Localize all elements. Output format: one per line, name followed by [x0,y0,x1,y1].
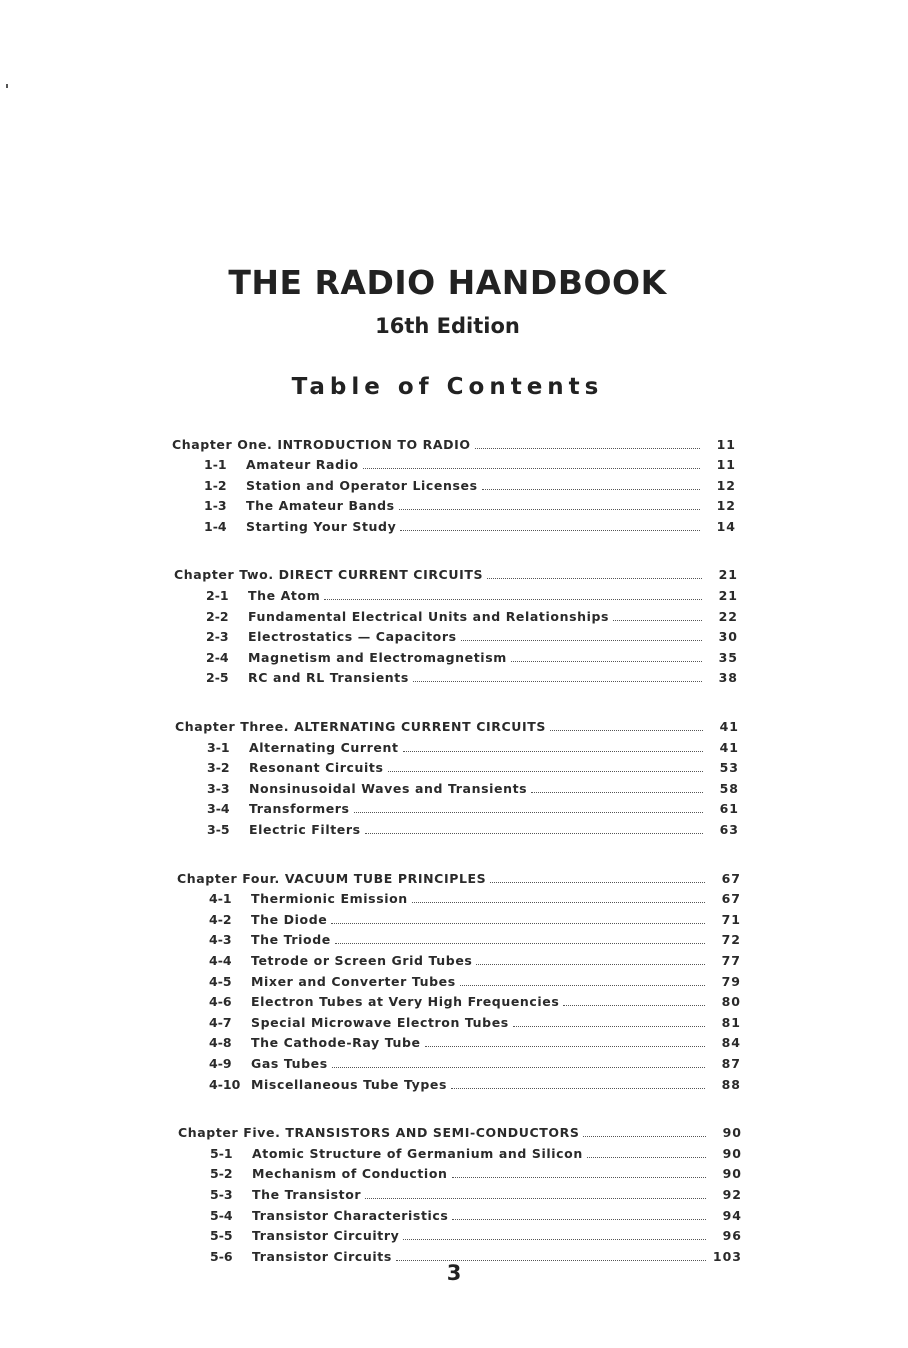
page-reference: 90 [722,1145,742,1161]
section-number: 5-6 [210,1248,233,1264]
leader-dots [531,779,703,793]
leader-dots [583,1124,706,1138]
section-entry [175,1075,741,1096]
leader-dots [476,951,705,965]
page-reference: 96 [722,1228,742,1244]
section-entry [170,497,736,518]
section-title: Magnetism and Electromagnetism [248,649,507,665]
section-title: Transistor Circuits [252,1248,392,1264]
book-title: THE RADIO HANDBOOK [228,263,667,302]
section-title: The Amateur Bands [246,498,395,514]
page-reference: 21 [718,567,738,583]
leader-dots [365,821,703,835]
section-number: 4-7 [209,1014,232,1030]
section-number: 4-2 [209,911,232,927]
section-entry [175,1034,741,1055]
section-number: 1-2 [204,477,227,493]
leader-dots [363,456,700,470]
leader-dots [396,1247,706,1261]
leader-dots [513,1013,705,1027]
section-entry [175,951,741,972]
page-reference: 88 [721,1076,741,1092]
section-number: 1-1 [204,457,227,473]
edition-label: 16th Edition [375,314,520,338]
leader-dots [452,1206,706,1220]
section-number: 4-3 [209,932,232,948]
section-entry [175,890,741,911]
section-entry [176,1227,742,1248]
page-reference: 80 [721,994,741,1010]
section-title: Electrostatics — Capacitors [248,629,457,645]
section-number: 5-4 [210,1207,233,1223]
section-title: Alternating Current [249,739,399,755]
page-reference: 72 [721,932,741,948]
section-title: Starting Your Study [246,518,397,534]
page-reference: 12 [716,498,736,514]
section-entry [170,456,736,477]
section-entry [173,738,739,759]
page-reference: 81 [721,1014,741,1030]
section-title: Transistor Characteristics [252,1207,449,1223]
page-reference: 77 [721,952,741,968]
section-entry [172,628,738,649]
page-reference: 30 [718,629,738,645]
section-number: 5-5 [210,1228,233,1244]
page-reference: 67 [721,891,741,907]
page-reference: 38 [718,670,738,686]
section-entry [175,1013,741,1034]
chapter-title: Chapter One. INTRODUCTION TO RADIO [172,436,471,452]
page-reference: 61 [719,801,739,817]
section-entry [175,1054,741,1075]
section-title: Electron Tubes at Very High Frequencies [251,994,560,1010]
leader-dots [451,1075,705,1089]
leader-dots [425,1034,705,1048]
section-number: 2-5 [206,670,229,686]
section-number: 4-1 [209,891,232,907]
page-reference: 87 [721,1055,741,1071]
chapter-title: Chapter Four. VACUUM TUBE PRINCIPLES [177,870,487,886]
section-entry [173,800,739,821]
page-reference: 14 [716,518,736,534]
leader-dots [487,566,702,580]
chapter-entry [175,869,741,890]
section-entry [172,587,738,608]
section-number: 1-4 [204,518,227,534]
section-entry [172,669,738,690]
page-reference: 53 [719,760,739,776]
section-entry [173,821,739,842]
page-reference: 90 [722,1166,742,1182]
section-title: Resonant Circuits [249,760,384,776]
toc-heading: Table of Contents [291,374,604,400]
chapter-block [173,718,739,842]
section-number: 3-2 [207,760,230,776]
section-title: RC and RL Transients [248,670,409,686]
page-reference: 67 [721,870,741,886]
page-reference: 11 [716,457,736,473]
section-number: 3-1 [207,739,230,755]
section-title: The Triode [251,932,331,948]
page-number: 3 [446,1261,462,1285]
page-reference: 12 [716,477,736,493]
page-reference: 58 [719,780,739,796]
section-number: 4-9 [209,1055,232,1071]
leader-dots [399,497,700,511]
section-title: The Diode [251,911,328,927]
chapter-entry [172,566,738,587]
section-title: Mixer and Converter Tubes [251,973,456,989]
chapter-block [176,1124,742,1268]
leader-dots [324,587,702,601]
section-title: Thermionic Emission [251,891,408,907]
section-entry [172,648,738,669]
section-title: Gas Tubes [251,1055,328,1071]
section-number: 2-2 [206,608,229,624]
section-title: Special Microwave Electron Tubes [251,1014,509,1030]
page-reference: 103 [712,1248,742,1264]
leader-dots [335,931,705,945]
section-title: Tetrode or Screen Grid Tubes [251,952,473,968]
chapter-block [170,435,736,538]
section-title: Transistor Circuitry [252,1228,400,1244]
chapter-block [175,869,741,1096]
leader-dots [563,993,705,1007]
chapter-title: Chapter Five. TRANSISTORS AND SEMI-CONDUCTORS [178,1125,580,1141]
section-entry [175,910,741,931]
section-entry [176,1165,742,1186]
section-entry [175,931,741,952]
section-title: Electric Filters [249,822,361,837]
page-reference: 79 [721,973,741,989]
section-title: Station and Operator Licenses [246,477,478,493]
page-reference: 41 [719,719,739,735]
leader-dots [403,1227,706,1241]
section-entry [170,476,736,497]
leader-dots [490,869,705,883]
leader-dots [365,1185,706,1199]
leader-dots [332,1054,705,1068]
section-entry [176,1185,742,1206]
leader-dots [511,648,702,662]
chapter-entry [170,435,736,456]
page-reference: 22 [718,608,738,624]
leader-dots [461,628,702,642]
leader-dots [400,517,700,531]
section-title: Transformers [249,801,350,817]
page-reference: 11 [716,436,736,452]
section-title: Nonsinusoidal Waves and Transients [249,780,528,796]
leader-dots [412,890,705,904]
section-number: 4-4 [209,952,232,968]
section-number: 2-3 [206,629,229,645]
page-reference: 94 [722,1207,742,1223]
section-entry [172,607,738,628]
section-entry [173,779,739,800]
leader-dots [460,972,705,986]
section-title: Atomic Structure of Germanium and Silicon [252,1145,583,1161]
section-entry [173,759,739,780]
section-entry [176,1144,742,1165]
leader-dots [331,910,705,924]
leader-dots [613,607,702,621]
page-reference: 90 [722,1125,742,1141]
section-number: 1-3 [204,498,227,514]
section-entry [175,972,741,993]
section-entry [175,993,741,1014]
section-number: 3-4 [207,801,230,817]
chapter-entry [176,1124,742,1145]
leader-dots [452,1165,706,1179]
table-of-contents [170,435,742,1296]
leader-dots [475,435,700,449]
section-number: 2-1 [206,588,229,604]
section-number: 5-1 [210,1145,233,1161]
section-number: 4-5 [209,973,232,989]
section-title: Fundamental Electrical Units and Relationships [248,608,610,624]
chapter-entry [173,718,739,739]
chapter-block [172,566,738,690]
section-number: 3-5 [207,822,230,837]
chapter-title: Chapter Two. DIRECT CURRENT CIRCUITS [174,567,484,583]
section-number: 4-8 [209,1035,232,1051]
leader-dots [388,759,703,773]
section-number: 5-3 [210,1186,233,1202]
section-title: Miscellaneous Tube Types [251,1076,447,1092]
section-number: 4-6 [209,994,232,1010]
section-entry [170,517,736,538]
page-reference: 35 [718,649,738,665]
section-number: 5-2 [210,1166,233,1182]
leader-dots [354,800,703,814]
leader-dots [550,718,703,732]
leader-dots [482,476,700,490]
section-number: 2-4 [206,649,229,665]
chapter-title: Chapter Three. ALTERNATING CURRENT CIRCUITS [175,719,546,735]
leader-dots [413,669,702,683]
section-title: The Atom [248,588,321,604]
page-reference: 63 [719,822,739,837]
section-title: Mechanism of Conduction [252,1166,448,1182]
leader-dots [587,1144,706,1158]
section-title: The Cathode-Ray Tube [251,1035,421,1051]
section-title: Amateur Radio [246,457,359,473]
page-reference: 84 [721,1035,741,1051]
page-reference: 21 [718,588,738,604]
section-title: The Transistor [252,1186,362,1202]
page-reference: 41 [719,739,739,755]
leader-dots [403,738,703,752]
section-number: 3-3 [207,780,230,796]
scan-speck [6,84,8,88]
section-number: 4-10 [209,1076,241,1092]
page-reference: 92 [722,1186,742,1202]
section-entry [176,1206,742,1227]
page-reference: 71 [721,911,741,927]
